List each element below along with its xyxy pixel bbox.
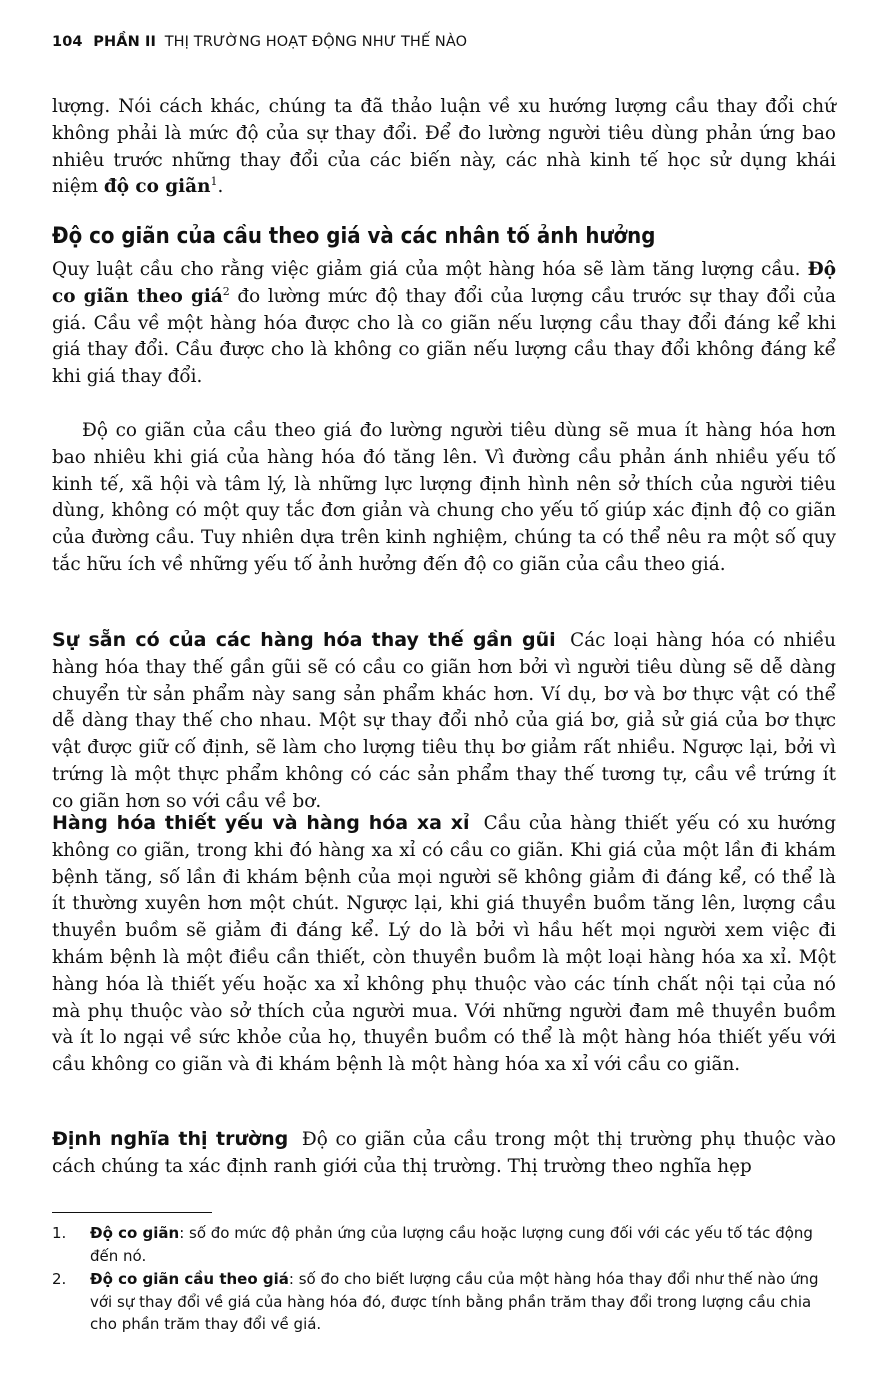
- part-title: THỊ TRƯỜNG HOẠT ĐỘNG NHƯ THẾ NÀO: [164, 34, 468, 50]
- footnote-term: Độ co giãn cầu theo giá: [90, 1270, 289, 1288]
- price-term: Độ co giãn theo giá: [52, 259, 836, 307]
- intro-term: độ co giãn: [103, 176, 211, 198]
- footnote-term: Độ co giãn: [90, 1224, 180, 1242]
- intro-end: .: [217, 176, 224, 198]
- footnote-text: : số đo mức độ phản ứng của lượng cầu hoặc lượng cung đối với các yếu tố tác động đến nó.: [90, 1224, 813, 1265]
- substitutes-text: Các loại hàng hóa có nhiều hàng hóa thay thế gần gũi sẽ có cầu co giãn hơn bởi vì người tiêu dùng sẽ dễ dàng chuyển từ sản phẩm này sang sản phẩm khác hơn. Ví dụ, bơ và bơ thực vật có thể dễ dàng thay thế cho nhau. Một sự thay đổi nhỏ của giá bơ, giả sử giá của bơ thực vật được giữ cố định, sẽ làm cho lượng tiêu thụ bơ giảm rất nhiều. Ngược lại, bởi vì trứng là một thực phẩm không có các sản phẩm thay thế tương tự, cầu về trứng ít co giãn hơn so với cầu về bơ.: [52, 630, 836, 812]
- part-label: PHẦN II: [93, 34, 156, 50]
- necessities-heading: Hàng hóa thiết yếu và hàng hóa xa xỉ: [52, 812, 470, 834]
- necessities-paragraph: [52, 810, 836, 1079]
- intro-paragraph: [52, 94, 836, 201]
- necessities-text: Cầu của hàng thiết yếu có xu hướng không co giãn, trong khi đó hàng xa xỉ có cầu co giãn. Khi giá của một lần đi khám bệnh tăng, số lần đi khám bệnh của mọi người sẽ không giảm đi đáng kể, có thể là ít thường xuyên hơn một chút. Ngược lại, khi giá thuyền buồm tăng lên, lượng cầu thuyền buồm sẽ giảm đi đáng kể. Lý do là bởi vì hầu hết mọi người xem việc đi khám bệnh là một điều cần thiết, còn thuyền buồm là một loại hàng hóa xa xỉ. Một hàng hóa là thiết yếu hoặc xa xỉ không phụ thuộc vào các tính chất nội tại của nó mà phụ thuộc vào sở thích của người mua. Với những người đam mê thuyền buồm và ít lo ngại về sức khỏe của họ, thuyền buồm có thể là một hàng hóa thiết yếu với cầu không co giãn và đi khám bệnh là một hàng hóa xa xỉ với cầu co giãn.: [52, 813, 836, 1076]
- page-number: 104: [52, 34, 83, 50]
- footnote-1: [52, 1222, 836, 1267]
- footnote-ref-1: 1: [210, 175, 218, 189]
- intro-text: lượng. Nói cách khác, chúng ta đã thảo luận về xu hướng lượng cầu thay đổi chứ không phải là mức độ của sự thay đổi. Để đo lường người tiêu dùng phản ứng bao nhiêu trước những thay đổi của các biến này, các nhà kinh tế học sử dụng khái niệm: [52, 96, 836, 198]
- price-elasticity-paragraph: [52, 257, 836, 391]
- market-definition-text: Độ co giãn của cầu trong một thị trường phụ thuộc vào cách chúng ta xác định ranh giới của thị trường. Thị trường theo nghĩa hẹp: [52, 1129, 836, 1177]
- market-definition-paragraph: [52, 1126, 836, 1181]
- price-lead: Quy luật cầu cho rằng việc giảm giá của một hàng hóa sẽ làm tăng lượng cầu.: [52, 259, 808, 280]
- footnote-divider: [52, 1212, 212, 1213]
- footnote-number: 1.: [52, 1224, 67, 1242]
- substitutes-paragraph: [52, 627, 836, 816]
- running-header: [52, 34, 467, 50]
- footnote-2: [52, 1268, 836, 1336]
- footnote-ref-2: 2: [222, 284, 230, 298]
- footnote-text: : số đo cho biết lượng cầu của một hàng hóa thay đổi như thế nào ứng với sự thay đổi về giá của hàng hóa đó, được tính bằng phần trăm thay đổi trong lượng cầu chia cho phần trăm thay đổi về giá.: [90, 1270, 819, 1333]
- market-definition-heading: Định nghĩa thị trường: [52, 1128, 289, 1150]
- footnote-number: 2.: [52, 1270, 67, 1288]
- measure-paragraph: Độ co giãn của cầu theo giá đo lường người tiêu dùng sẽ mua ít hàng hóa hơn bao nhiêu khi giá của hàng hóa đó tăng lên. Vì đường cầu phản ánh nhiều yếu tố kinh tế, xã hội và tâm lý, là những lực lượng định hình nên sở thích của người tiêu dùng, không có một quy tắc đơn giản và chung cho yếu tố giúp xác định độ co giãn của đường cầu. Tuy nhiên dựa trên kinh nghiệm, chúng ta có thể nêu ra một số quy tắc hữu ích về những yếu tố ảnh hưởng đến độ co giãn của cầu theo giá.: [52, 420, 836, 575]
- substitutes-heading: Sự sẵn có của các hàng hóa thay thế gần gũi: [52, 629, 556, 651]
- footnotes: [52, 1222, 836, 1337]
- price-rest: đo lường mức độ thay đổi của lượng cầu trước sự thay đổi của giá. Cầu về một hàng hóa được cho là co giãn nếu lượng cầu thay đổi đáng kể khi giá thay đổi. Cầu được cho là không co giãn nếu lượng cầu thay đổi không đáng kể khi giá thay đổi.: [52, 285, 836, 388]
- section-heading: Độ co giãn của cầu theo giá và các nhân tố ảnh hưởng: [52, 224, 656, 249]
